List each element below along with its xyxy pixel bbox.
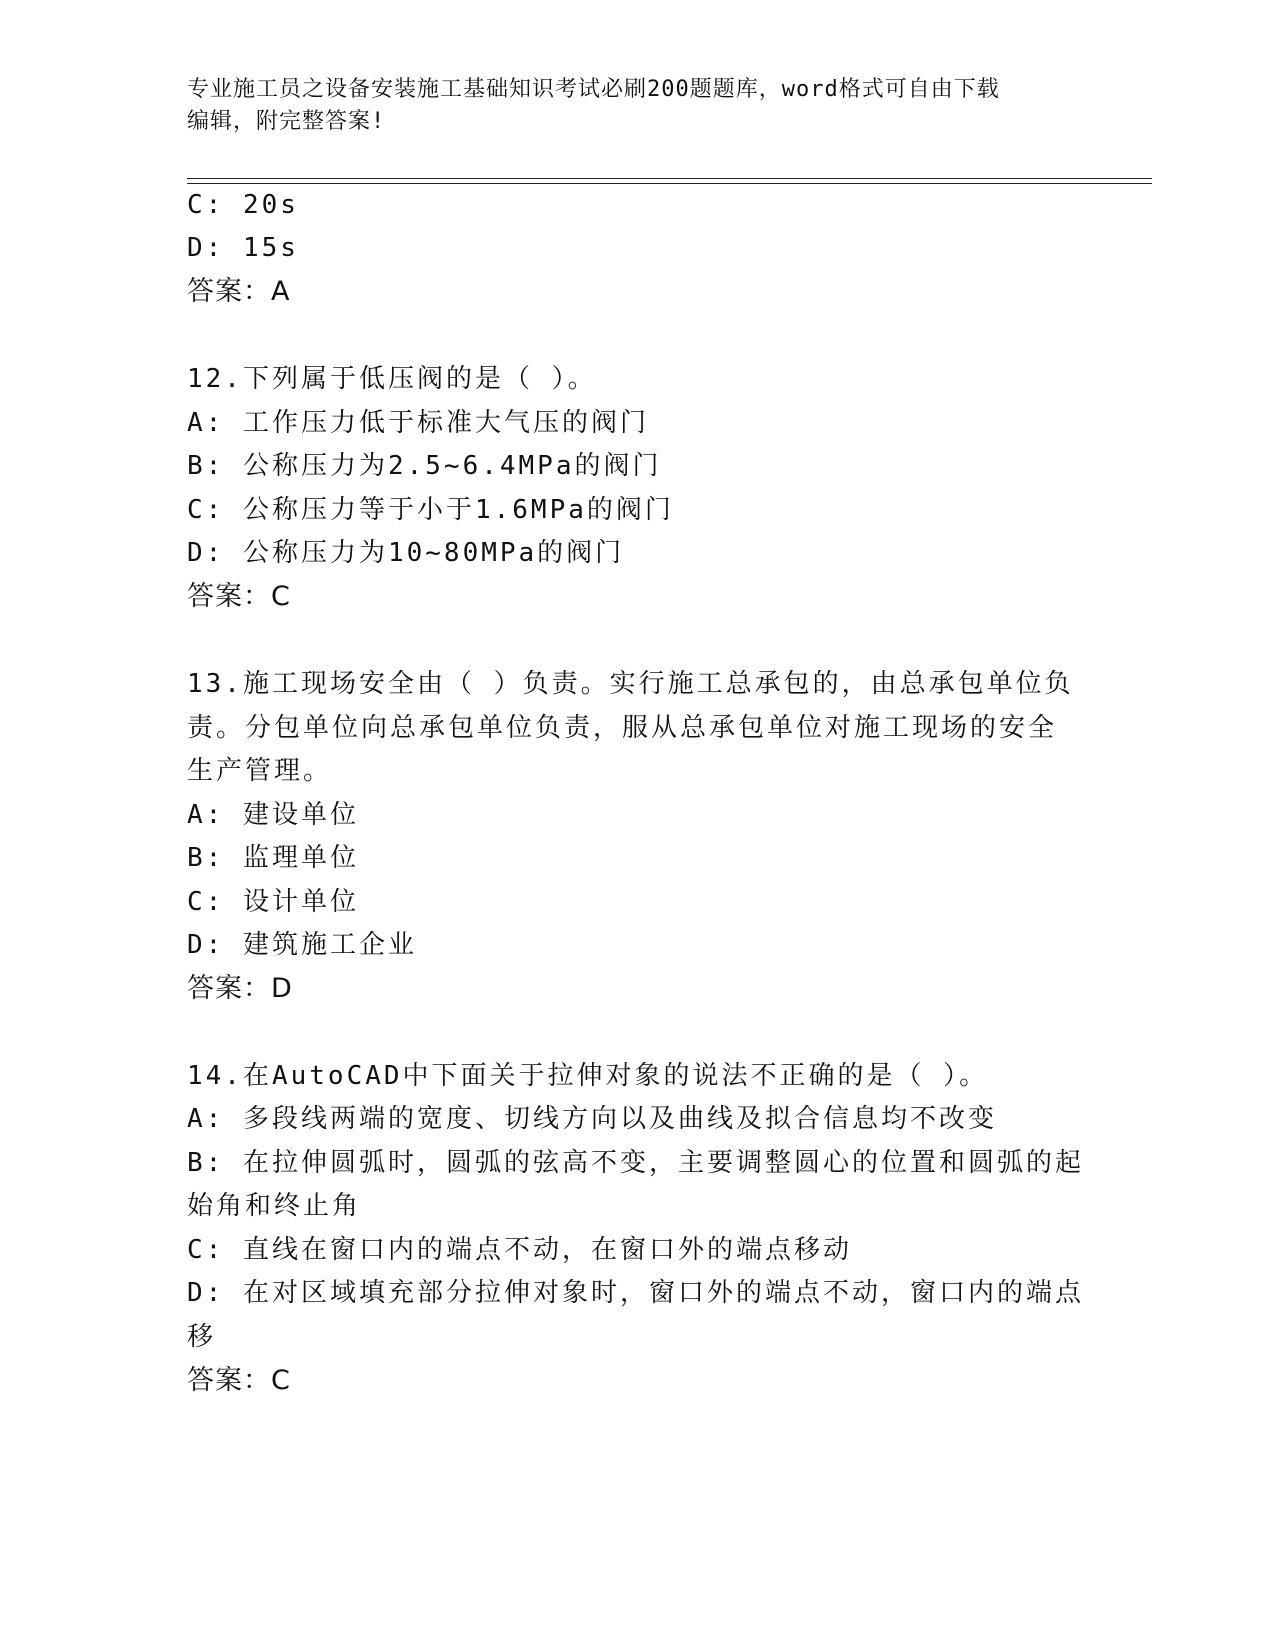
q14-option-d-line1: D: 在对区域填充部分拉伸对象时，窗口外的端点不动，窗口内的端点 [187,1278,1084,1308]
q13-question-line3: 生产管理。 [187,756,333,786]
q13-option-a: A: 建设单位 [187,800,359,830]
q11-option-d: D: 15s [187,233,299,263]
header-title-line2: 编辑，附完整答案! [187,109,386,134]
q14-question: 14.在AutoCAD中下面关于拉伸对象的说法不正确的是（ ）。 [187,1061,989,1091]
q12-option-a: A: 工作压力低于标准大气压的阀门 [187,408,649,438]
q13-question-line2: 责。分包单位向总承包单位负责，服从总承包单位对施工现场的安全 [187,713,1058,743]
q12-option-c: C: 公称压力等于小于1.6MPa的阀门 [187,495,674,525]
q14-option-d-line2: 移 [187,1322,217,1352]
header-title-line1: 专业施工员之设备安装施工基础知识考试必刷200题题库，word格式可自由下载 [187,77,1000,102]
q14-option-a: A: 多段线两端的宽度、切线方向以及曲线及拟合信息均不改变 [187,1104,997,1134]
header-divider-top [187,178,1152,179]
q13-option-d: D: 建筑施工企业 [187,930,417,960]
q12-answer: 答案：C [187,581,291,612]
q14-option-c: C: 直线在窗口内的端点不动，在窗口外的端点移动 [187,1235,852,1265]
q13-answer: 答案：D [187,973,293,1004]
q11-answer: 答案：A [187,276,291,307]
q14-option-b-line1: B: 在拉伸圆弧时，圆弧的弦高不变，主要调整圆心的位置和圆弧的起 [187,1148,1084,1178]
q13-option-c: C: 设计单位 [187,887,359,917]
q12-question: 12.下列属于低压阀的是（ ）。 [187,364,597,394]
document-header [187,74,1087,138]
header-divider-bottom [187,183,1152,184]
q13-question-line1: 13.施工现场安全由（ ）负责。实行施工总承包的，由总承包单位负 [187,669,1074,699]
q13-option-b: B: 监理单位 [187,843,359,873]
q12-option-d: D: 公称压力为10~80MPa的阀门 [187,538,625,568]
q14-answer: 答案：C [187,1365,291,1396]
q14-option-b-line2: 始角和终止角 [187,1191,362,1221]
q11-option-c: C: 20s [187,190,299,220]
q12-option-b: B: 公称压力为2.5~6.4MPa的阀门 [187,451,662,481]
